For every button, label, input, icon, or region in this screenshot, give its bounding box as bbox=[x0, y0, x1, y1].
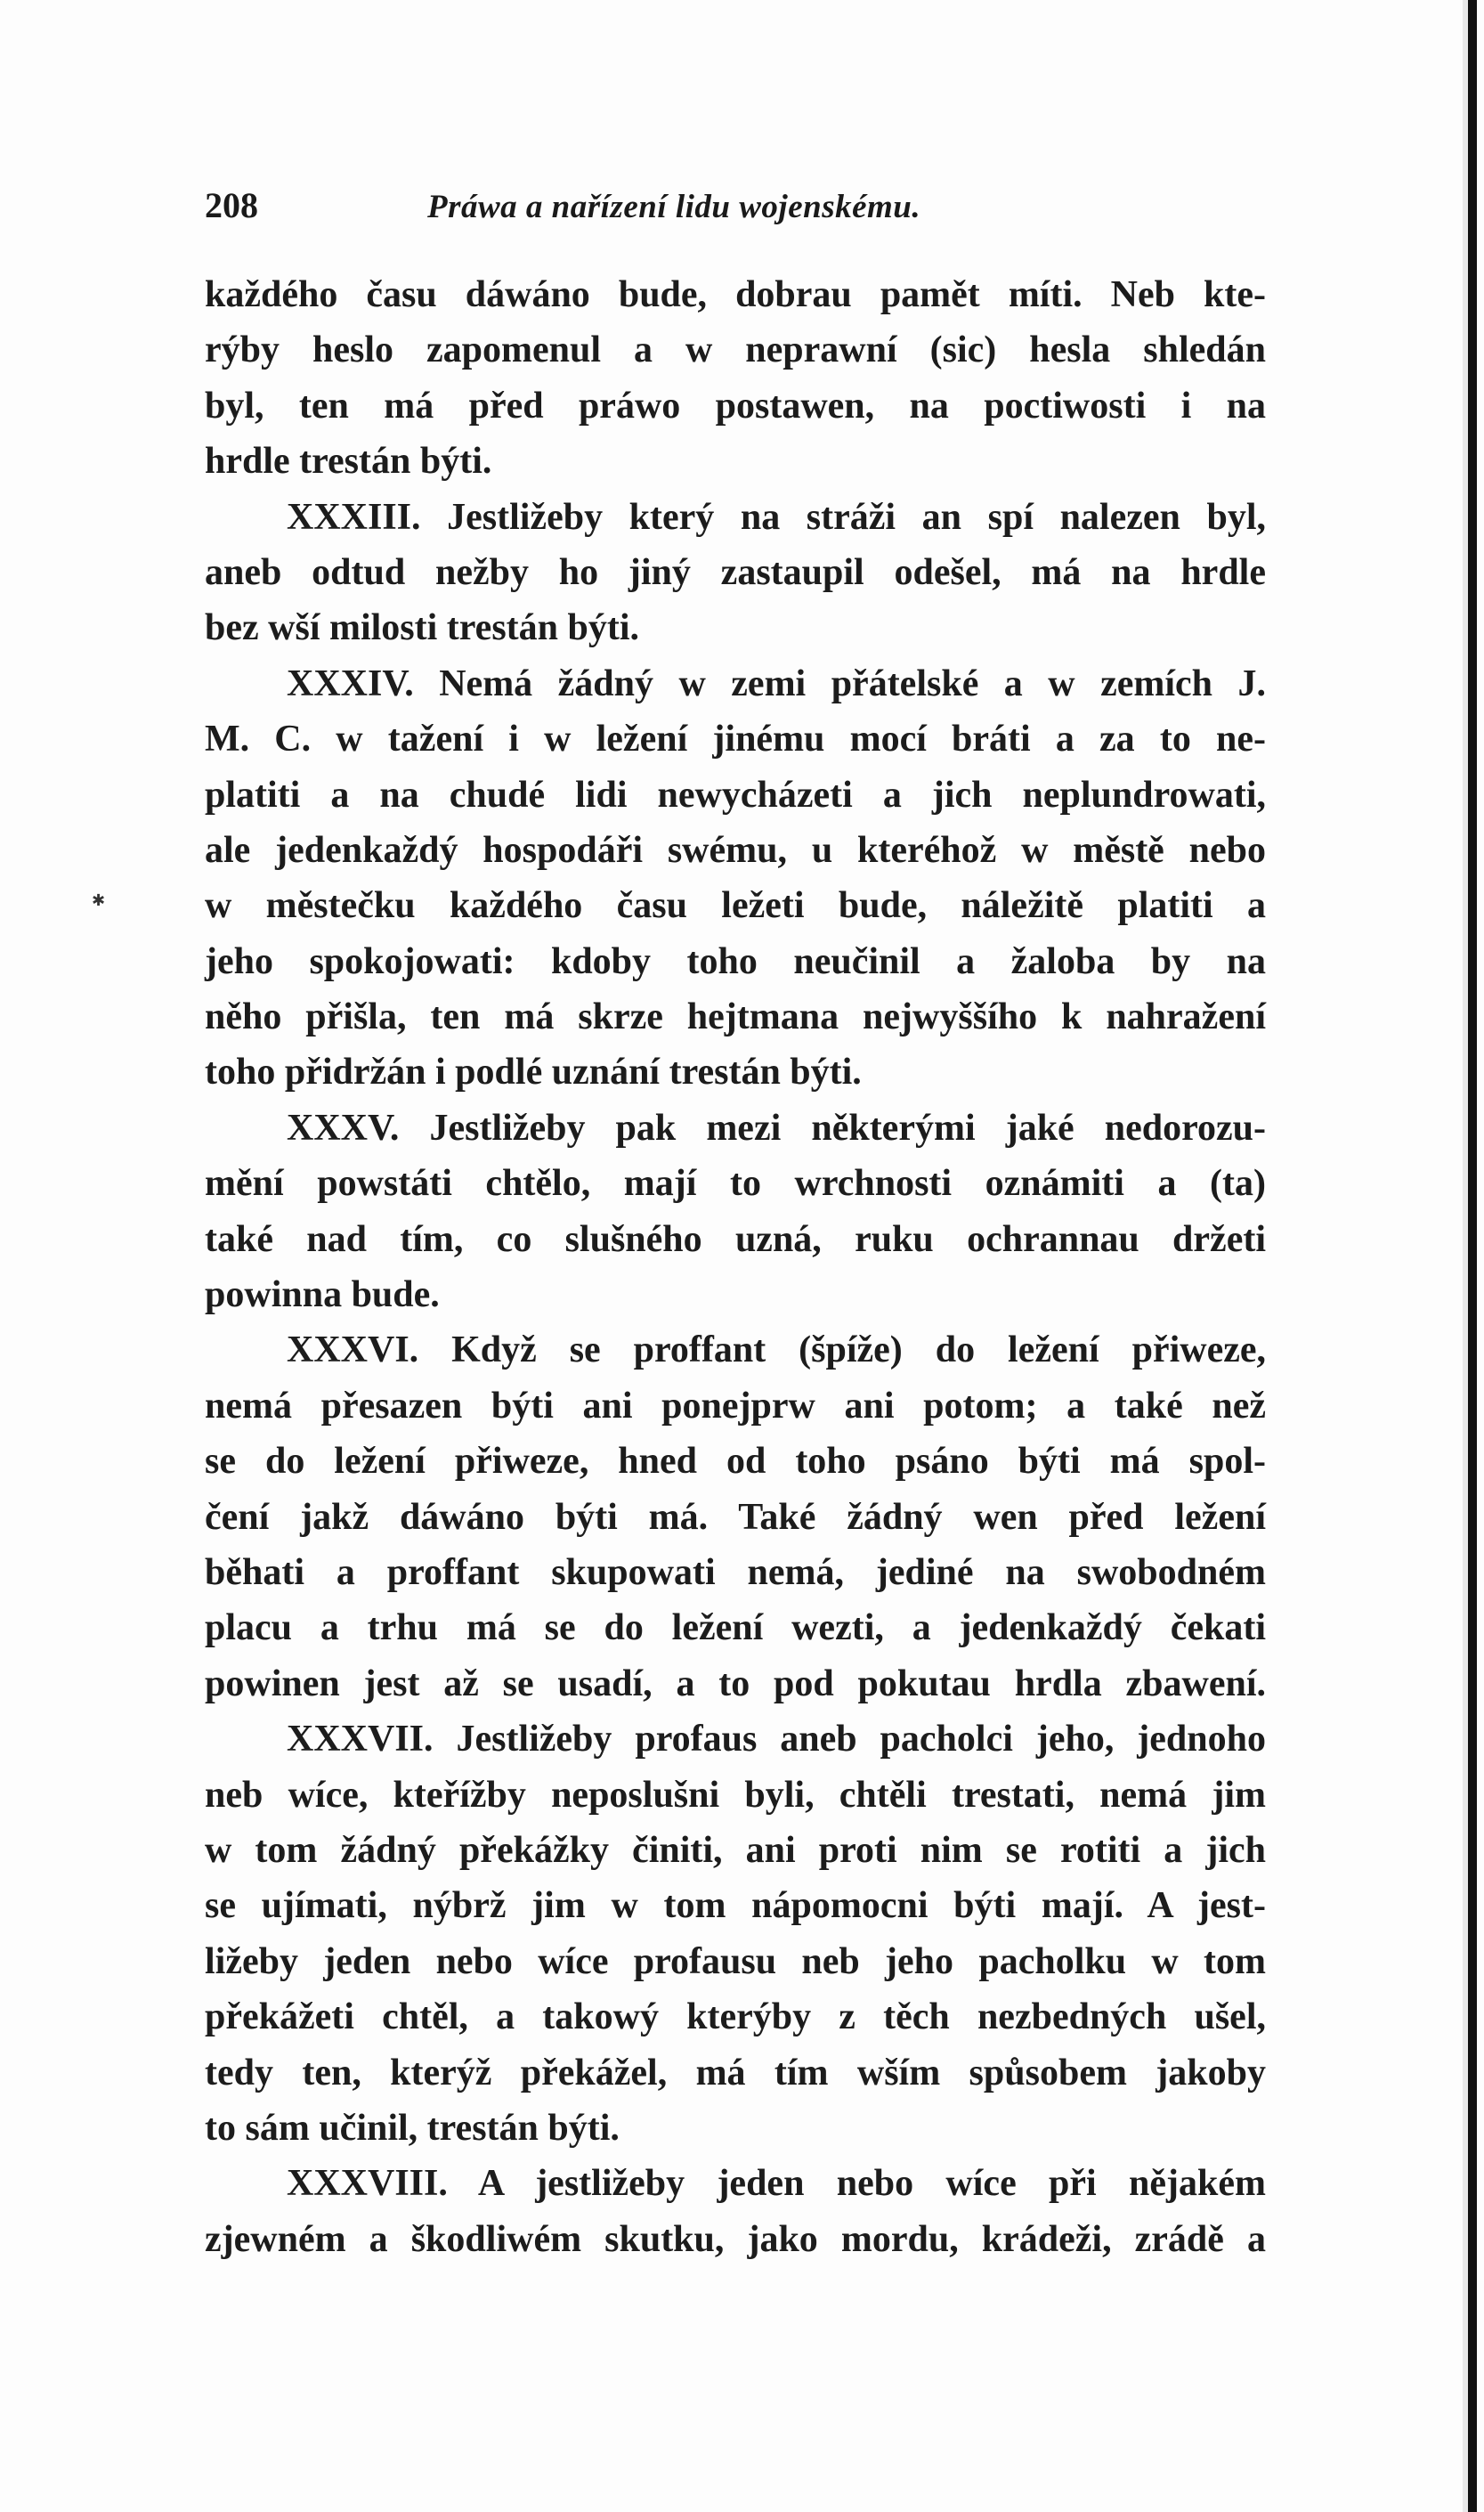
text-line: se do ležení přiweze, hned od toho psáno býti má spol- bbox=[205, 1441, 1266, 1483]
text-line: platiti a na chudé lidi newycházeti a jich neplundrowati, bbox=[205, 774, 1266, 816]
text-line: tedy ten, kterýž překážel, má tím wším spůsobem jakoby bbox=[205, 2052, 1266, 2093]
text-line: také nad tím, co slušného uzná, ruku ochrannau držeti bbox=[205, 1218, 1266, 1260]
text-line: bez wší milosti trestán býti. bbox=[205, 607, 640, 649]
text-line: placu a trhu má se do ležení wezti, a jedenkaždý čekati bbox=[205, 1607, 1266, 1649]
text-line: mění powstáti chtělo, mají to wrchnosti oznámiti a (ta) bbox=[205, 1163, 1266, 1205]
text-line: rýby heslo zapomenul a w neprawní (sic) hesla shledán bbox=[205, 329, 1266, 371]
text-line: XXXVIII. A jestližeby jeden nebo wíce při nějakém bbox=[287, 2163, 1266, 2205]
text-line: w tom žádný překážky činiti, ani proti nim se rotiti a jich bbox=[205, 1829, 1266, 1871]
text-line: něho přišla, ten má skrze hejtmana nejwyššího k nahražení bbox=[205, 996, 1266, 1038]
page-number: 208 bbox=[205, 185, 258, 225]
text-line: běhati a proffant skupowati nemá, jediné na swobodném bbox=[205, 1551, 1266, 1593]
text-line: hrdle trestán býti. bbox=[205, 441, 492, 483]
text-line: powinna bude. bbox=[205, 1274, 440, 1316]
text-line: toho přidržán i podlé uznání trestán býti. bbox=[205, 1052, 862, 1093]
text-line: každého času dáwáno bude, dobrau pamět míti. Neb kte- bbox=[205, 274, 1266, 315]
page-edge-shadow bbox=[1468, 0, 1477, 2512]
text-line: to sám učinil, trestán býti. bbox=[205, 2107, 620, 2149]
text-line: XXXV. Jestližeby pak mezi některými jaké nedorozu- bbox=[287, 1107, 1266, 1149]
text-line: překážeti chtěl, a takowý kterýby z těch nezbedných ušel, bbox=[205, 1996, 1266, 2038]
text-line: jeho spokojowati: kdoby toho neučinil a žaloba by na bbox=[205, 940, 1266, 982]
text-line: aneb odtud nežby ho jiný zastaupil odešel, má na hrdle bbox=[205, 551, 1266, 593]
text-line: nemá přesazen býti ani ponejprw ani potom; a také než bbox=[205, 1385, 1266, 1427]
text-line: čení jakž dáwáno býti má. Také žádný wen před ležení bbox=[205, 1496, 1266, 1538]
text-line: ale jedenkaždý hospodáři swému, u kteréhož w městě nebo bbox=[205, 829, 1266, 871]
text-line: M. C. w tažení i w ležení jinému mocí bráti a za to ne- bbox=[205, 719, 1266, 760]
margin-speck: ✱ bbox=[92, 891, 106, 910]
text-line: XXXVI. Když se proffant (špíže) do ležení přiweze, bbox=[287, 1329, 1266, 1371]
text-line: XXXIV. Nemá žádný w zemi přátelské a w zemích J. bbox=[287, 663, 1266, 704]
text-line: neb wíce, kteřížby neposlušni byli, chtěli trestati, nemá jim bbox=[205, 1774, 1266, 1816]
text-line: zjewném a škodliwém skutku, jako mordu, krádeži, zrádě a bbox=[205, 2218, 1266, 2260]
text-line: XXXVII. Jestližeby profaus aneb pacholci jeho, jednoho bbox=[287, 1719, 1266, 1760]
text-line: se ujímati, nýbrž jim w tom nápomocni býti mají. A jest- bbox=[205, 1885, 1266, 1927]
text-line: ližeby jeden nebo wíce profausu neb jeho pacholku w tom bbox=[205, 1940, 1266, 1982]
running-title: Práwa a nařízení lidu wojenskému. bbox=[427, 189, 921, 225]
page-header bbox=[205, 184, 1255, 238]
text-line: w městečku každého času ležeti bude, náležitě platiti a bbox=[205, 885, 1266, 927]
text-line: XXXIII. Jestližeby který na stráži an spí nalezen byl, bbox=[287, 496, 1266, 538]
body-text bbox=[205, 267, 1266, 2267]
text-line: byl, ten má před práwo postawen, na poctiwosti i na bbox=[205, 385, 1266, 427]
text-line: powinen jest až se usadí, a to pod pokutau hrdla zbawení. bbox=[205, 1662, 1266, 1704]
